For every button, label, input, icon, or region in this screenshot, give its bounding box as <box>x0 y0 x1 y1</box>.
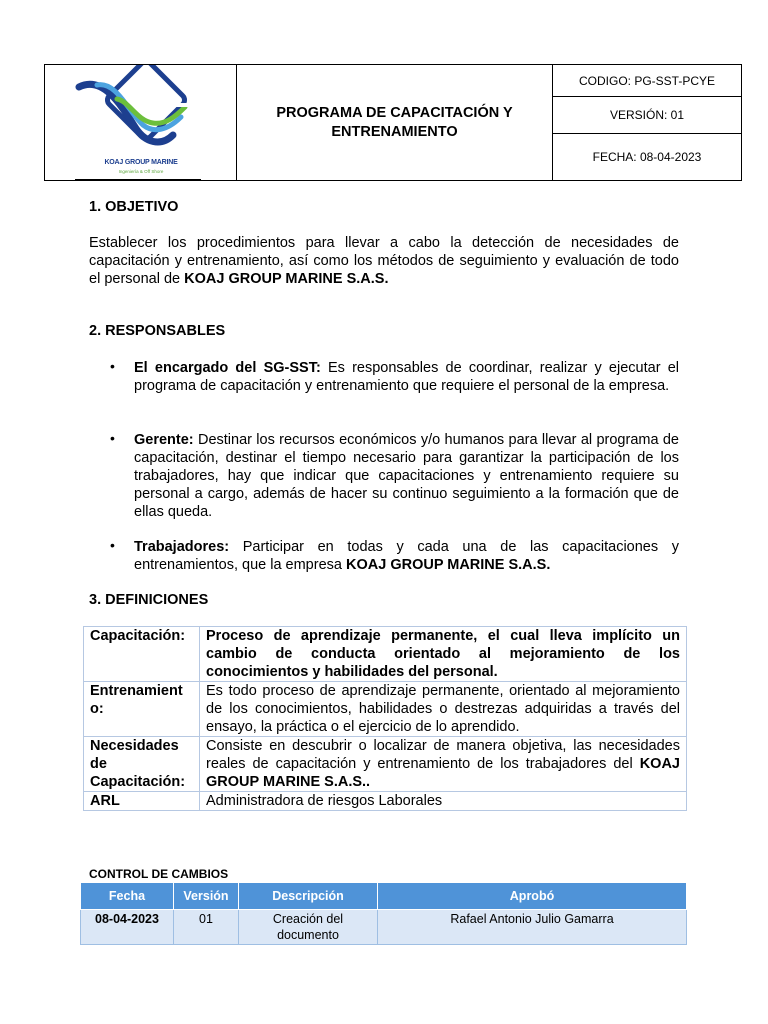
term-cell: Entrenamiento: <box>84 682 200 737</box>
fecha-cell: 08-04-2023 <box>81 910 174 945</box>
company-logo-icon <box>73 65 203 161</box>
column-header: Aprobó <box>378 883 687 910</box>
section-title-definiciones: 3. DEFINICIONES <box>89 592 209 608</box>
table-row <box>84 737 687 792</box>
company-name: KOAJ GROUP MARINE S.A.S.. <box>206 756 680 790</box>
column-header: Descripción <box>239 883 378 910</box>
column-header: Versión <box>174 883 239 910</box>
company-name: KOAJ GROUP MARINE S.A.S. <box>346 557 551 573</box>
company-name: KOAJ GROUP MARINE S.A.S. <box>184 271 389 287</box>
table-row <box>84 627 687 682</box>
document-meta <box>553 65 741 180</box>
version-cell: 01 <box>174 910 239 945</box>
document-title: PROGRAMA DE CAPACITACIÓN Y ENTRENAMIENTO <box>237 65 553 180</box>
table-header-row <box>81 883 687 910</box>
term-cell: Capacitación: <box>84 627 200 682</box>
term-cell: Necesidades de Capacitación: <box>84 737 200 792</box>
definition-cell: Administradora de riesgos Laborales <box>200 792 687 811</box>
bullet-icon: • <box>110 358 115 374</box>
descripcion-cell: Creación del documento <box>239 910 378 945</box>
control-title: CONTROL DE CAMBIOS <box>89 867 229 881</box>
column-header: Fecha <box>81 883 174 910</box>
section-title-responsables: 2. RESPONSABLES <box>89 323 226 339</box>
table-row <box>84 682 687 737</box>
resp-item-sgsst <box>134 359 679 395</box>
resp-item-gerente <box>134 431 679 521</box>
definition-text: Consiste en descubrir o localizar de manera objetiva, las necesidades reales de capacitación y entrenamiento de los trabajadores del <box>206 738 680 772</box>
definition-cell <box>200 737 687 792</box>
resp-label: El encargado del SG-SST: <box>134 360 321 376</box>
logo-divider <box>75 179 201 180</box>
resp-label: Gerente: <box>134 432 194 448</box>
objetivo-body: Establecer los procedimientos para llevar a cabo la detección de necesidades de capacitación y entrenamiento, así como los métodos de seguimiento y evaluación de todo el personal de <box>89 235 679 287</box>
version-field: VERSIÓN: 01 <box>553 97 741 134</box>
logo-name: KOAJ GROUP MARINE <box>104 159 178 166</box>
bullet-icon: • <box>110 430 115 446</box>
term-cell: ARL <box>84 792 200 811</box>
resp-label: Trabajadores: <box>134 539 230 555</box>
resp-text: Destinar los recursos económicos y/o humanos para llevar al programa de capacitación, destinar el tiempo necesario para garantizar la participación de los trabajadores, hay que indicar que capacitaciones y entrenamiento requiere su personal a cargo, además de hacer su continuo seguimiento a la formación que de ellas queda. <box>134 432 679 520</box>
document-header <box>44 64 742 181</box>
definition-cell: Proceso de aprendizaje permanente, el cual lleva implícito un cambio de conducta orientado al mejoramiento de los conocimientos y habilidades del personal. <box>200 627 687 682</box>
resp-item-trabajadores <box>134 538 679 574</box>
table-row <box>81 910 687 945</box>
objetivo-text <box>89 234 679 288</box>
logo-cell <box>45 65 237 180</box>
section-title-objetivo: 1. OBJETIVO <box>89 199 179 215</box>
resp-text: Es responsables de coordinar, realizar y ejecutar el programa de capacitación y entrenamiento que requiere el personal de la empresa. <box>134 360 680 394</box>
table-row <box>84 792 687 811</box>
logo-subtitle: Ingeniería & Off Shore <box>118 169 164 174</box>
bullet-icon: • <box>110 537 115 553</box>
definitions-table <box>83 626 687 811</box>
fecha-field: FECHA: 08-04-2023 <box>592 150 702 164</box>
aprobo-cell: Rafael Antonio Julio Gamarra <box>378 910 687 945</box>
definition-cell: Es todo proceso de aprendizaje permanente, orientado al mejoramiento de los conocimientos, habilidades o destrezas adquiridas a través del ensayo, la práctica o el ejercicio de lo aprendido. <box>200 682 687 737</box>
control-table <box>80 882 687 945</box>
codigo-field: CODIGO: PG-SST-PCYE <box>553 65 741 97</box>
resp-text: Participar en todas y cada una de las capacitaciones y entrenamientos, que la empresa <box>134 539 679 573</box>
